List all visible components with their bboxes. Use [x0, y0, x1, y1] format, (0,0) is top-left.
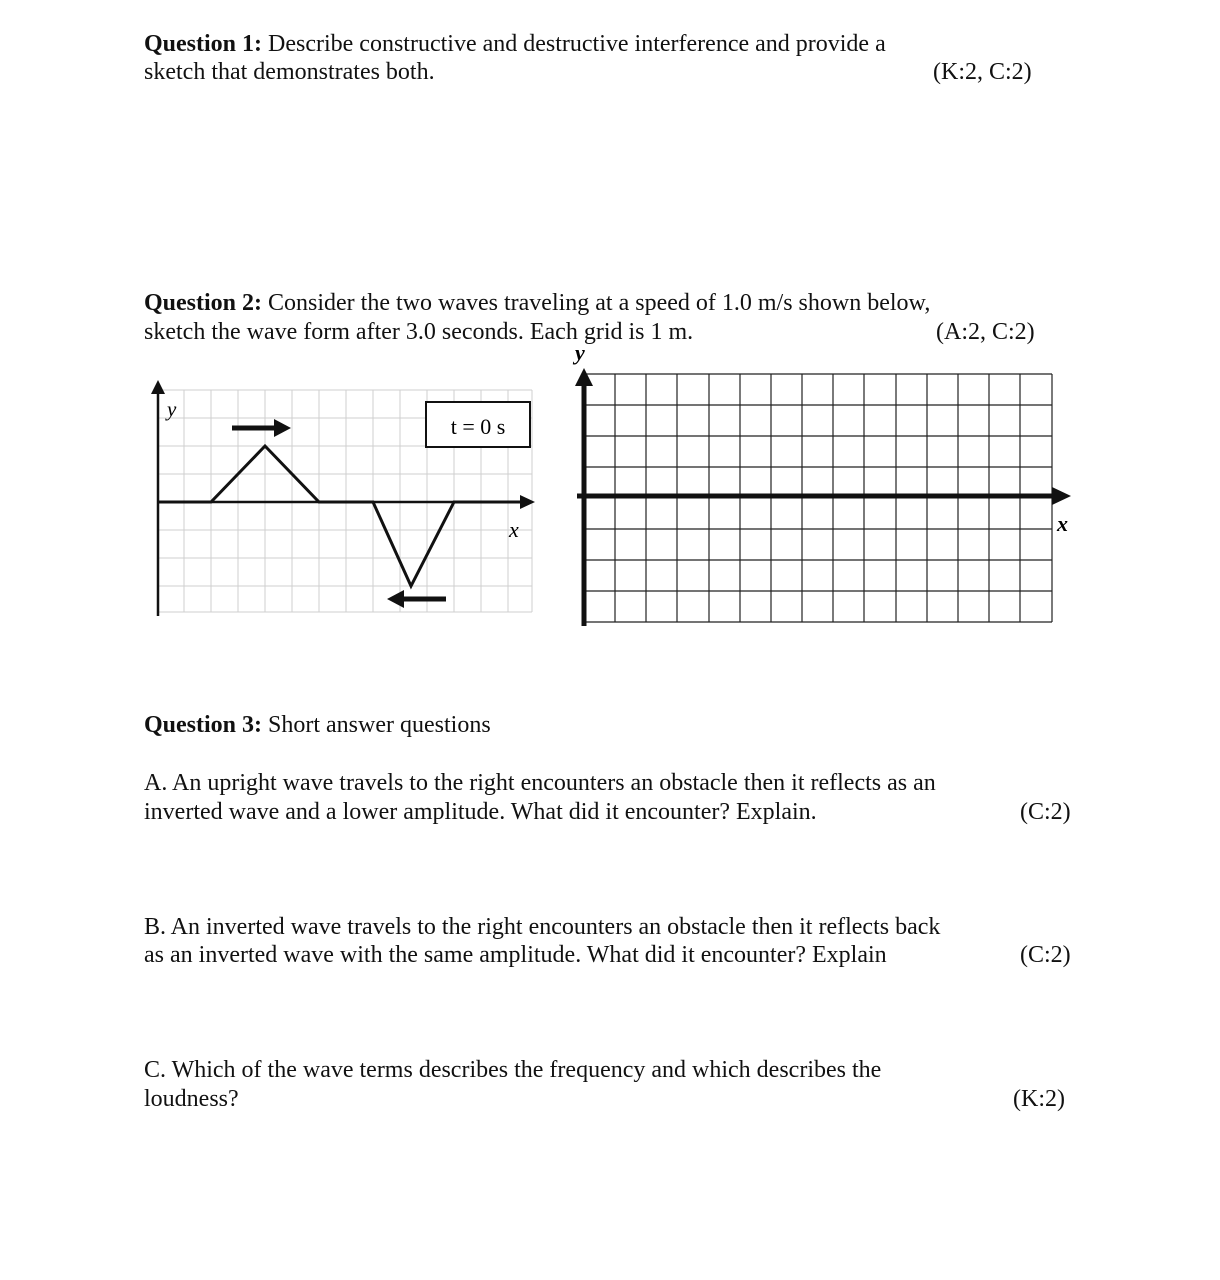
q3a-marks: (C:2)	[1020, 799, 1071, 825]
answer-grid	[568, 340, 1078, 630]
left-x-label: x	[509, 517, 519, 542]
left-x-arrowhead	[520, 495, 535, 509]
wave-pulses	[158, 446, 522, 586]
right-y-label: y	[575, 340, 585, 365]
wave-diagram-t0	[150, 378, 540, 618]
q3-label: Question 3:	[144, 712, 263, 738]
left-y-label: y	[167, 397, 177, 421]
q1-label: Question 1:	[144, 31, 263, 57]
q3c-marks: (K:2)	[1013, 1086, 1065, 1112]
q3-title: Short answer questions	[268, 712, 491, 738]
q3b-marks: (C:2)	[1020, 942, 1071, 968]
q3b-text-2: as an inverted wave with the same amplitude. What did it encounter? Explain	[144, 942, 887, 968]
q1-text-2: sketch that demonstrates both.	[144, 59, 435, 85]
right-x-arrowhead	[1052, 487, 1071, 505]
q3b-text-1: B. An inverted wave travels to the right encounters an obstacle then it reflects back	[144, 914, 941, 940]
q1-line1	[144, 30, 886, 58]
q3a-text-2: inverted wave and a lower amplitude. What did it encounter? Explain.	[144, 799, 817, 825]
q3a-text-1: A. An upright wave travels to the right encounters an obstacle then it reflects as an	[144, 770, 936, 796]
time-label: t = 0 s	[450, 414, 506, 439]
right-y-arrowhead	[575, 368, 593, 386]
right-x-label: x	[1057, 511, 1068, 536]
q3-heading	[144, 711, 491, 739]
q2-line1	[144, 289, 930, 317]
q1-marks: (K:2, C:2)	[933, 59, 1032, 85]
q1-text-1: Describe constructive and destructive interference and provide a	[268, 31, 886, 57]
q2-label: Question 2:	[144, 290, 263, 316]
q2-marks: (A:2, C:2)	[936, 319, 1035, 345]
right-arrow-icon	[274, 419, 291, 437]
q2-text-2: sketch the wave form after 3.0 seconds. Each grid is 1 m.	[144, 319, 694, 345]
q2-text-1: Consider the two waves traveling at a speed of 1.0 m/s shown below,	[268, 290, 931, 316]
left-arrow-icon	[387, 590, 404, 608]
q3c-text-2: loudness?	[144, 1086, 239, 1112]
q3c-text-1: C. Which of the wave terms describes the frequency and which describes the	[144, 1057, 882, 1083]
left-y-arrowhead	[151, 380, 165, 394]
